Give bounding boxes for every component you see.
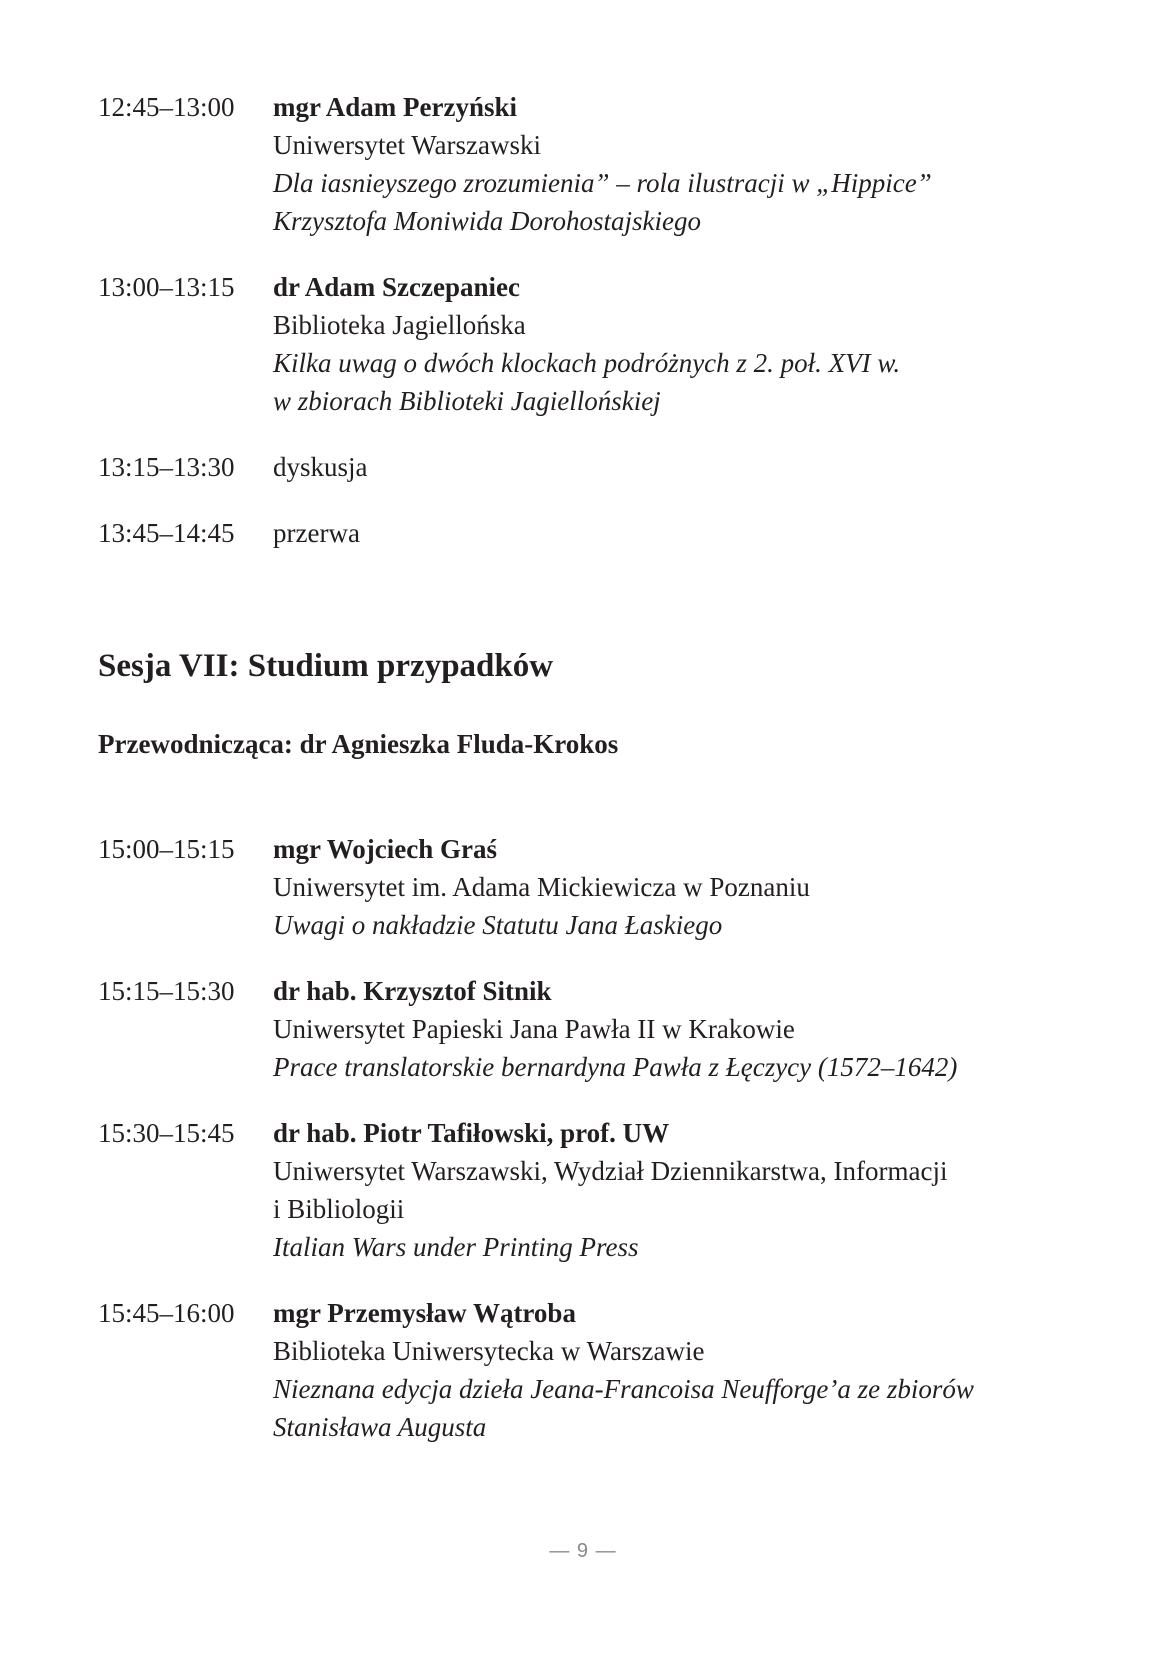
talk-title: Uwagi o nakładzie Statutu Jana Łaskiego [273, 910, 723, 940]
entry-time: 15:30–15:45 [98, 1118, 235, 1148]
schedule-entry [98, 1114, 1078, 1266]
entry-note: dyskusja [273, 452, 368, 482]
entry-time: 12:45–13:00 [98, 92, 235, 122]
talk-title: Krzysztofa Moniwida Dorohostajskiego [273, 206, 702, 236]
speaker-affiliation: i Bibliologii [273, 1194, 405, 1224]
speaker-affiliation: Uniwersytet Papieski Jana Pawła II w Krakowie [273, 1014, 795, 1044]
schedule-entry [98, 514, 1078, 552]
session-title: Sesja VII: Studium przypadków [98, 648, 554, 684]
speaker-affiliation: Biblioteka Jagiellońska [273, 310, 526, 340]
talk-title: Kilka uwag o dwóch klockach podróżnych z 2. poł. XVI w. [273, 348, 901, 378]
speaker-name: mgr Wojciech Graś [273, 834, 497, 864]
schedule-entry [98, 88, 1078, 240]
schedule-entry [98, 830, 1078, 944]
entry-time: 13:00–13:15 [98, 272, 235, 302]
entry-body [273, 448, 1078, 486]
schedule-block-session [98, 830, 1078, 1446]
entry-body [273, 1114, 1078, 1266]
speaker-affiliation: Biblioteka Uniwersytecka w Warszawie [273, 1336, 705, 1366]
talk-title: Prace translatorskie bernardyna Pawła z Łęczycy (1572–1642) [273, 1052, 958, 1082]
talk-title: w zbiorach Biblioteki Jagiellońskiej [273, 386, 661, 416]
speaker-name: mgr Przemysław Wątroba [273, 1298, 576, 1328]
talk-title: Italian Wars under Printing Press [273, 1232, 639, 1262]
entry-body [273, 88, 1078, 240]
entry-time: 13:15–13:30 [98, 452, 235, 482]
speaker-name: dr Adam Szczepaniec [273, 272, 520, 302]
session-chair: Przewodnicząca: dr Agnieszka Fluda-Krokos [98, 729, 619, 759]
schedule-block-top [98, 88, 1078, 552]
speaker-name: mgr Adam Perzyński [273, 92, 517, 122]
speaker-affiliation: Uniwersytet Warszawski, Wydział Dziennikarstwa, Informacji [273, 1156, 948, 1186]
entry-time: 13:45–14:45 [98, 518, 235, 548]
speaker-name: dr hab. Krzysztof Sitnik [273, 976, 552, 1006]
schedule-entry [98, 972, 1078, 1086]
talk-title: Dla iasnieyszego zrozumienia” – rola ilustracji w „Hippice” [273, 168, 932, 198]
entry-body [273, 1294, 1078, 1446]
talk-title: Stanisława Augusta [273, 1412, 487, 1442]
schedule-entry [98, 1294, 1078, 1446]
entry-body [273, 268, 1078, 420]
schedule-entry [98, 448, 1078, 486]
speaker-affiliation: Uniwersytet im. Adama Mickiewicza w Poznaniu [273, 872, 810, 902]
entry-note: przerwa [273, 518, 360, 548]
entry-time: 15:45–16:00 [98, 1298, 235, 1328]
page-number: — 9 — [549, 1540, 617, 1562]
speaker-name: dr hab. Piotr Tafiłowski, prof. UW [273, 1118, 670, 1148]
entry-time: 15:00–15:15 [98, 834, 235, 864]
entry-body [273, 830, 1078, 944]
entry-body [273, 972, 1078, 1086]
talk-title: Nieznana edycja dzieła Jeana-Francoisa Neufforge’a ze zbiorów [273, 1374, 974, 1404]
entry-time: 15:15–15:30 [98, 976, 235, 1006]
schedule-entry [98, 268, 1078, 420]
entry-body [273, 514, 1078, 552]
speaker-affiliation: Uniwersytet Warszawski [273, 130, 542, 160]
